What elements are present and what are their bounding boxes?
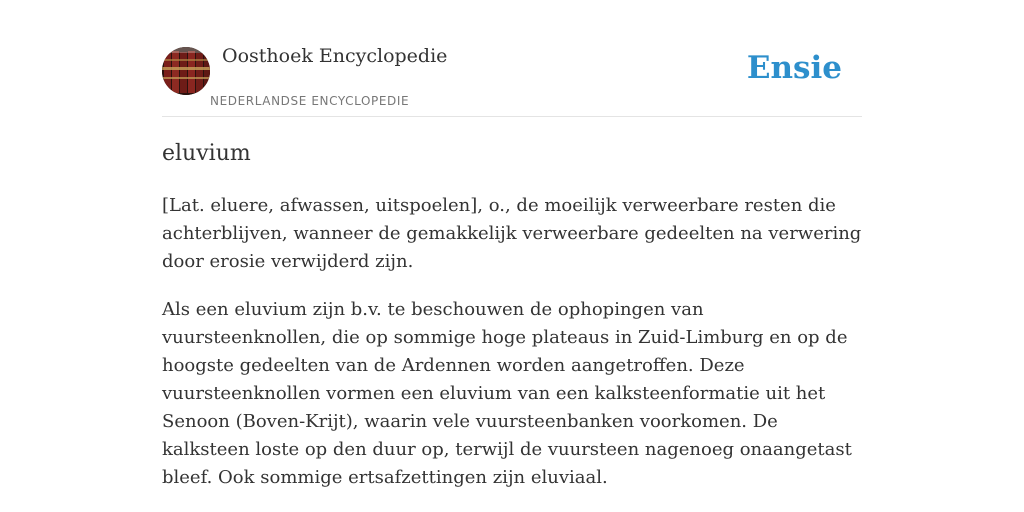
article: [162, 138, 862, 512]
brand-logo-link[interactable]: Ensie: [746, 50, 842, 86]
publication-avatar[interactable]: [162, 47, 210, 95]
article-paragraph: Als een eluvium zijn b.v. te beschouwen de ophopingen van vuursteenknollen, die op sommige hoge plateaus in Zuid-Limburg en op de hoogste gedeelten van de Ardennen worden aangetroffen. Deze vuursteenknollen vormen een eluvium van een kalksteenformatie uit het Senoon (Boven-Krijt), waarin vele vuursteenbanken voorkomen. De kalksteen loste op den duur op, terwijl de vuursteen nagenoeg onaangetast bleef. Ook sommige ertsafzettingen zijn eluviaal.: [162, 299, 852, 488]
site-header: [162, 0, 862, 117]
publication-subtitle: NEDERLANDSE ENCYCLOPEDIE: [210, 94, 410, 108]
book-spines-icon: [162, 47, 210, 95]
entry-title: eluvium: [162, 141, 251, 166]
article-paragraph: [Lat. eluere, afwassen, uitspoelen], o., de moeilijk verweerbare resten die achterblijven, wanneer de gemakkelijk verweerbare gedeelten na verwering door erosie verwijderd zijn.: [162, 195, 862, 272]
publication-title-link[interactable]: Oosthoek Encyclopedie: [222, 45, 448, 67]
